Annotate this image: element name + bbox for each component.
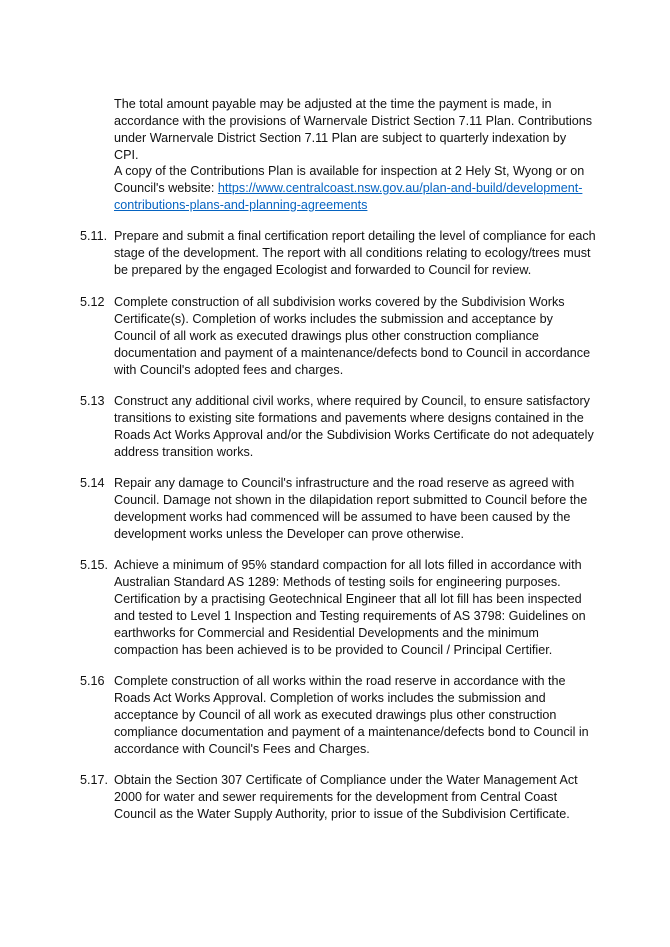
- condition-text: Construct any additional civil works, where required by Council, to ensure satisfactory transitions to existing site formations and pavements where designs contained in the Roads Act Works Approval and/or the Subdivision Works Certificate do not adequately address transition works.: [114, 394, 594, 459]
- condition-text: Prepare and submit a final certification report detailing the level of compliance for each stage of the development. The report with all conditions relating to ecology/trees must be prepared by the engaged Ecologist and forwarded to Council for review.: [114, 229, 596, 277]
- condition-text: Obtain the Section 307 Certificate of Compliance under the Water Management Act 2000 for water and sewer requirements for the development from Central Coast Council as the Water Supply Authority, prior to issue of the Subdivision Certificate.: [114, 773, 578, 821]
- condition-number: 5.11.: [80, 229, 108, 243]
- contributions-plan-link[interactable]: https://www.centralcoast.nsw.gov.au/plan-and-build/development-contributions-plans-and-planning-agreements: [114, 181, 583, 212]
- condition-text: Complete construction of all subdivision works covered by the Subdivision Works Certificate(s). Completion of works includes the submission and acceptance by Council of all work as executed drawings plus other construction compliance documentation and payment of a maintenance/defects bond to Council in accordance with Council's adopted fees and charges.: [114, 295, 591, 377]
- contributions-plan-paragraph: [114, 163, 594, 214]
- condition-text: Achieve a minimum of 95% standard compaction for all lots filled in accordance with Australian Standard AS 1289: Methods of testing soils for engineering purposes. Certification by a practising Geotechnical Engineer that all lot fill has been inspected and tested to Level 1 Inspection and Testing requirements of AS 3798: Guidelines on earthworks for Commercial and Residential Developments and the minimum compaction has been achieved is to be provided to Council / Principal Certifier.: [114, 558, 586, 657]
- condition-number: 5.12: [80, 295, 105, 309]
- condition-number: 5.16: [80, 674, 105, 688]
- condition-number: 5.14: [80, 476, 105, 490]
- condition-number: 5.17.: [80, 773, 109, 787]
- contributions-plan-text: A copy of the Contributions Plan is available for inspection at 2 Hely St, Wyong or on Council's website:: [114, 164, 585, 195]
- condition-text: Complete construction of all works within the road reserve in accordance with the Roads Act Works Approval. Completion of works includes the submission and acceptance by Council of all work as executed drawings plus other construction compliance documentation and payment of a maintenance/defects bond to Council in accordance with Council's Fees and Charges.: [114, 674, 589, 756]
- condition-text: Repair any damage to Council's infrastructure and the road reserve as agreed with Council. Damage not shown in the dilapidation report submitted to Council before the development works had commenced will be assumed to have been caused by the development works unless the Developer can prove otherwise.: [114, 476, 588, 541]
- contributions-indexation-paragraph: The total amount payable may be adjusted at the time the payment is made, in accordance with the provisions of Warnervale District Section 7.11 Plan. Contributions under Warnervale District Section 7.11 Plan are subject to quarterly indexation by CPI.: [114, 97, 593, 162]
- condition-number: 5.15.: [80, 558, 109, 572]
- condition-number: 5.13: [80, 394, 105, 408]
